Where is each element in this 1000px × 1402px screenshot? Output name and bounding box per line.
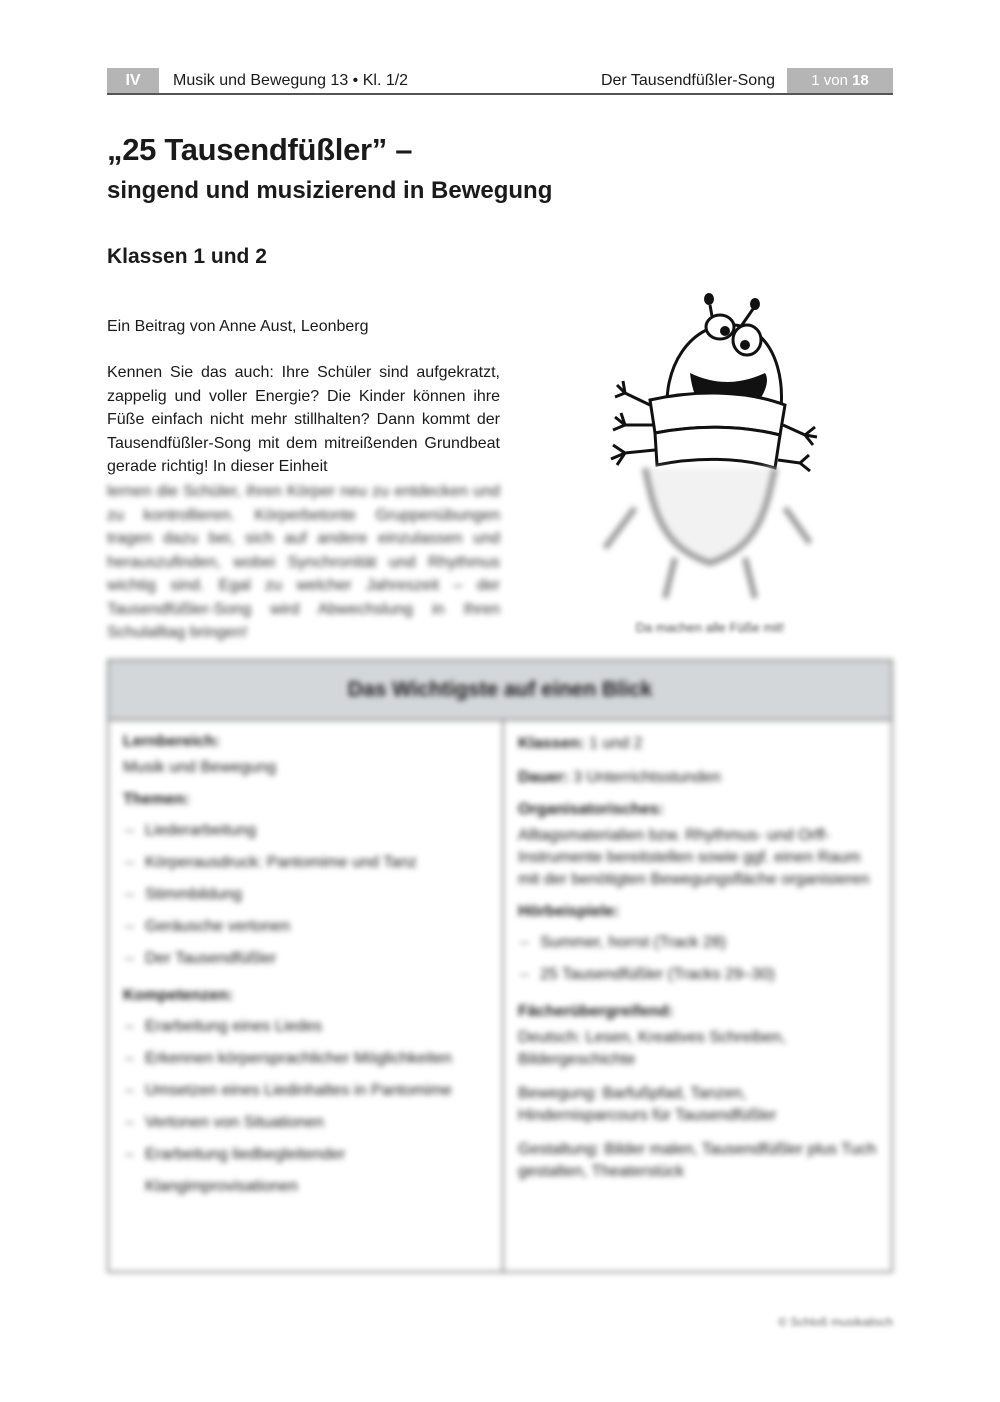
hoerbeispiele-label: Hörbeispiele:: [518, 903, 620, 920]
dauer-value: 3 Unterrichtsstunden: [573, 769, 721, 786]
faecher-label: Fächerübergreifend:: [518, 1003, 674, 1020]
dauer-row: [518, 767, 877, 789]
list-item: – Körperausdruck: Pantomime und Tanz: [123, 847, 488, 879]
illustration-caption: Da machen alle Füße mit!: [635, 620, 785, 635]
dauer-label: Dauer:: [518, 769, 569, 786]
klassen-label: Klassen:: [518, 735, 585, 752]
page-header: [107, 68, 893, 95]
chapter-number: IV: [107, 68, 159, 93]
copyright-footer: © Schloß musikalisch: [778, 1315, 893, 1329]
page-total: 18: [852, 72, 869, 89]
author-line: Ein Beitrag von Anne Aust, Leonberg: [107, 318, 369, 335]
list-item: – Vertonen von Situationen: [123, 1107, 488, 1139]
list-item: – Umsetzen eines Liedinhaltes in Pantomime: [123, 1075, 488, 1107]
overview-heading: Das Wichtigste auf einen Blick: [109, 661, 891, 721]
page-separator: von: [823, 72, 848, 89]
themen-list: [123, 815, 488, 975]
document-title: Der Tausendfüßler-Song: [600, 72, 775, 89]
centipede-lower-blurred: [595, 468, 825, 618]
grade-level: Klassen 1 und 2: [107, 245, 267, 268]
list-item: – Summer, horrst (Track 28): [518, 927, 877, 959]
page-current: 1: [811, 72, 820, 89]
org-label: Organisatorisches:: [518, 801, 664, 818]
intro-text-blurred: lernen die Schüler, ihren Körper neu zu entdecken und zu kontrollieren. Körperbetonte Gruppenübungen tragen dazu bei, sich auf andere einzulassen und herauszufinden, wobei Synchronität und Rhythmus wichtig sind. Egal zu welcher Jahreszeit – der Tausendfüßler-Song wird Abwechslung in Ihren Schulalltag bringen!: [107, 483, 500, 641]
lernbereich-label: Lernbereich:: [123, 733, 220, 750]
list-item: – Erkennen körpersprachlicher Möglichkeiten: [123, 1043, 488, 1075]
subtitle: singend und musizierend in Bewegung: [107, 177, 553, 204]
lernbereich-value: Musik und Bewegung: [123, 759, 276, 776]
faecher-item: Deutsch: Lesen, Kreatives Schreiben, Bildergeschichte: [518, 1029, 786, 1068]
list-item: – Erarbeitung liedbegleitender Klangimprovisationen: [123, 1139, 488, 1203]
klassen-row: [518, 733, 877, 755]
list-item: – 25 Tausendfüßler (Tracks 29–30): [518, 959, 877, 991]
page-indicator: [787, 68, 893, 93]
overview-left-column: [109, 721, 504, 1273]
list-item: – Stimmbildung: [123, 879, 488, 911]
list-item: – Der Tausendfüßler: [123, 943, 488, 975]
series-title: Musik und Bewegung 13 • Kl. 1/2: [173, 72, 409, 89]
themen-label: Themen:: [123, 791, 190, 808]
overview-right-column: [504, 721, 891, 1273]
intro-text: Kennen Sie das auch: Ihre Schüler sind aufgekratzt, zappelig und voller Energie? Die Kinder können ihre Füße einfach nicht mehr stillhalten? Dann kommt der Tausendfüßler-Song mit dem mitreißenden Grundbeat gerade richtig! In dieser Einheit: [107, 364, 500, 475]
hoerbeispiele-list: [518, 927, 877, 991]
kompetenzen-label: Kompetenzen:: [123, 987, 234, 1004]
list-item: – Liederarbeitung: [123, 815, 488, 847]
kompetenzen-list: [123, 1011, 488, 1203]
overview-box: [107, 659, 893, 1273]
main-title: „25 Tausendfüßler” –: [107, 132, 413, 167]
list-item: – Geräusche vertonen: [123, 911, 488, 943]
list-item: – Erarbeitung eines Liedes: [123, 1011, 488, 1043]
klassen-value: 1 und 2: [589, 735, 643, 752]
faecher-item: Gestaltung: Bilder malen, Tausendfüßler plus Tuch gestalten, Theaterstück: [518, 1141, 877, 1180]
faecher-item: Bewegung: Barfußpfad, Tanzen, Hindernisparcours für Tausendfüßler: [518, 1085, 777, 1124]
org-value: Alltagsmaterialien bzw. Rhythmus- und Orff-Instrumente bereitstellen sowie ggf. einen Raum mit der benötigten Bewegungsfläche organisieren: [518, 827, 870, 888]
